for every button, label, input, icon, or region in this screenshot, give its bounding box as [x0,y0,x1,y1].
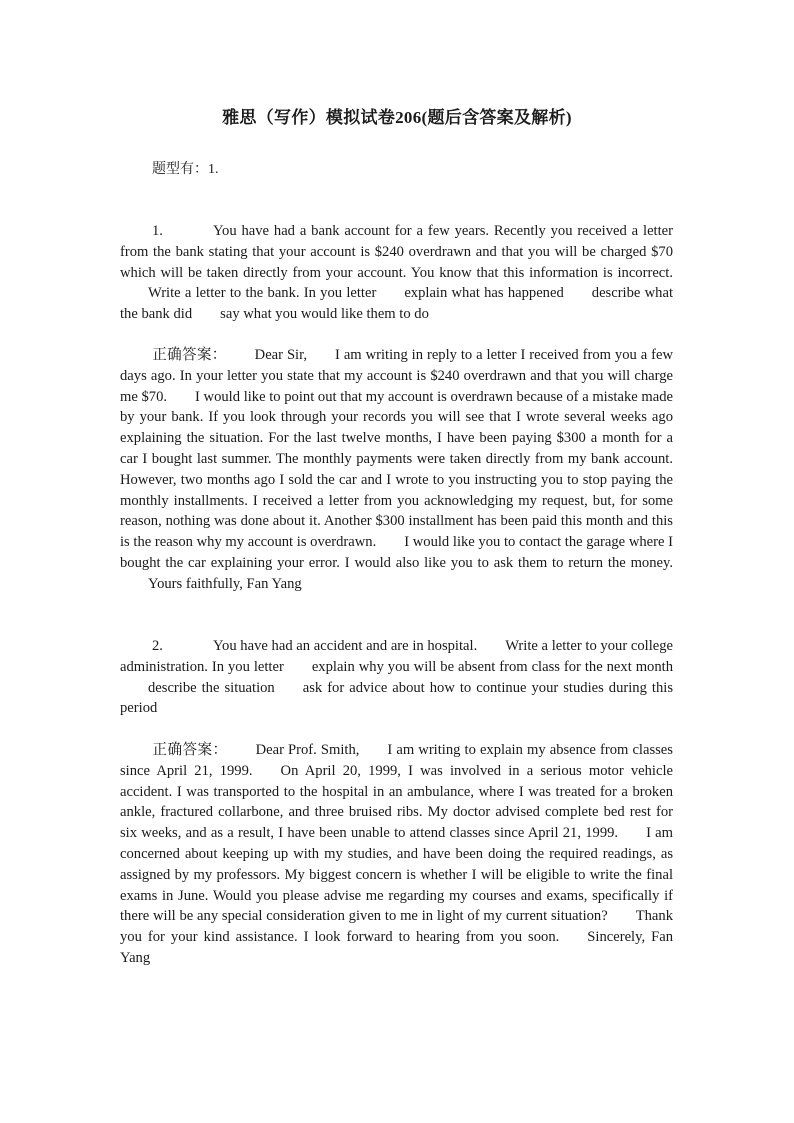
question-point: explain why you will be absent from class for the next month [311,658,673,675]
answer-paragraph: I am writing in reply to a letter I received from you a few days ago. In your letter you state that my account is $240 overdrawn and that you will charge me $70. [120,347,673,405]
question-task: Write a letter to your college administration. In you letter [120,638,673,675]
question-number: 2. [152,638,163,654]
answer-paragraph: I would like you to contact the garage where I bought the car explaining your error. I would also like you to ask them to return the money. [120,534,673,571]
question-prompt: You have had an accident and are in hospital. [212,638,478,654]
question-prompt: You have had a bank account for a few years. Recently you received a letter from the bank stating that your account is $240 overdrawn and that you will be charged $70 which will be taken directly from your account. You know that this information is incorrect. [120,223,673,281]
question-point: say what you would like them to do [220,306,429,323]
answer-salutation: Dear Sir, [254,347,308,363]
answer-paragraph: I am concerned about keeping up with my studies, and have been doing the required readings, as assigned by my professors. My biggest concern is whether I will be eligible to write the final exams in June. Would you please advise me regarding my courses and exams, specifically if there will be any special consideration given to me in light of my current situation? [120,825,673,925]
question-type-label: 题型有：1. [152,162,219,177]
answer-1 [120,345,673,595]
answer-signoff: Yours faithfully, Fan Yang [148,575,302,592]
answer-paragraph: I would like to point out that my account is overdrawn because of a mistake made by your bank. If you look through your records you will see that I wrote several weeks ago explaining the situation. For the last twelve months, I have been paying $300 a month for a car I bought last summer. The monthly payments were taken directly from my bank account. However, two months ago I sold the car and I wrote to you instructing you to stop paying the monthly installments. I received a letter from you acknowledging my request, but, for some reason, nothing was done about it. Another $300 installment has been paid this month and this is the reason why my account is overdrawn. [120,388,673,551]
question-point: describe what the bank did [120,285,674,323]
question-task: Write a letter to the bank. In you letter [148,285,377,302]
answer-paragraph: On April 20, 1999, I was involved in a serious motor vehicle accident. I was transported to the hospital in an ambulance, where I was treated for a broken ankle, fractured collarbone, and three bruised ribs. My doctor advised complete bed rest for six weeks, and as a result, I have been unable to attend classes since April 21, 1999. [120,762,673,842]
question-2 [120,636,673,719]
answer-label: 正确答案： [152,742,228,758]
question-point: ask for advice about how to continue your studies during this period [120,679,673,717]
question-point: explain what has happened [404,285,564,302]
answer-paragraph: I am writing to explain my absence from classes since April 21, 1999. [120,742,673,779]
document-title: 雅思（写作）模拟试卷206(题后含答案及解析) [222,108,572,127]
question-1 [120,221,673,325]
answer-paragraph: Thank you for your kind assistance. I look forward to hearing from you soon. [120,908,673,946]
question-point: describe the situation [148,679,275,696]
question-number: 1. [152,223,163,239]
answer-2 [120,740,673,969]
answer-signoff: Sincerely, Fan Yang [120,929,673,966]
answer-salutation: Dear Prof. Smith, [255,742,360,758]
answer-label: 正确答案： [152,347,227,363]
